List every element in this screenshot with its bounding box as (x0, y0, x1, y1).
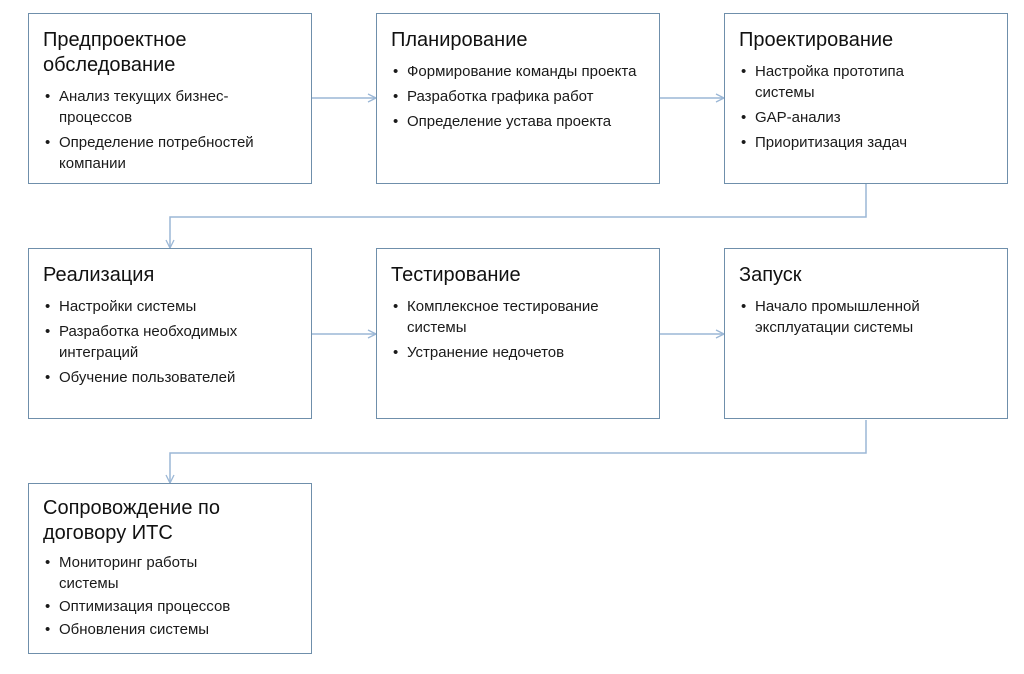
stage-task: • Комплексное тестирование системы (391, 296, 647, 338)
stage-design (724, 13, 1008, 184)
stage-task: • Настройки системы (43, 296, 299, 317)
stage-task: • GAP-анализ (739, 107, 944, 128)
stage-task-list (739, 296, 954, 338)
arrow-stage6-to-stage7 (170, 420, 866, 483)
stage-support-its (28, 483, 312, 654)
stage-task: • Определение потребностей компании (43, 132, 299, 174)
stage-task: • Обучение пользователей (43, 367, 299, 388)
stage-task-list (739, 61, 944, 153)
stage-task-list (391, 296, 647, 363)
stage-task: • Анализ текущих бизнес-процессов (43, 86, 299, 128)
stage-testing (376, 248, 660, 419)
stage-task-list (391, 61, 647, 132)
stage-task: • Настройка прототипа системы (739, 61, 944, 103)
stage-title: Запуск (739, 264, 802, 286)
stage-task: • Обновления системы (43, 619, 233, 640)
stage-title: Планирование (391, 29, 528, 51)
stage-task: • Определение устава проекта (391, 111, 647, 132)
stage-title: Сопровождение по договору ИТС (43, 497, 220, 544)
arrow-stage3-to-stage4 (170, 184, 866, 248)
stage-title: Проектирование (739, 29, 894, 51)
stage-task: • Мониторинг работы системы (43, 552, 233, 594)
stage-task: • Разработка необходимых интеграций (43, 321, 299, 363)
stage-task: • Оптимизация процессов (43, 596, 233, 617)
stage-task-list (43, 296, 299, 388)
stage-task-list (43, 86, 299, 174)
stage-task-list (43, 552, 233, 640)
stage-task: • Разработка графика работ (391, 86, 647, 107)
stage-planning (376, 13, 660, 184)
stage-title: Тестирование (391, 264, 521, 286)
stage-title: Реализация (43, 264, 155, 286)
stage-implementation (28, 248, 312, 419)
stage-task: • Приоритизация задач (739, 132, 944, 153)
stage-preproject-survey (28, 13, 312, 184)
stage-title: Предпроектное обследование (43, 29, 187, 76)
stage-task: • Формирование команды проекта (391, 61, 647, 82)
stage-launch (724, 248, 1008, 419)
stage-task: • Устранение недочетов (391, 342, 647, 363)
stage-task: • Начало промышленной эксплуатации системы (739, 296, 954, 338)
